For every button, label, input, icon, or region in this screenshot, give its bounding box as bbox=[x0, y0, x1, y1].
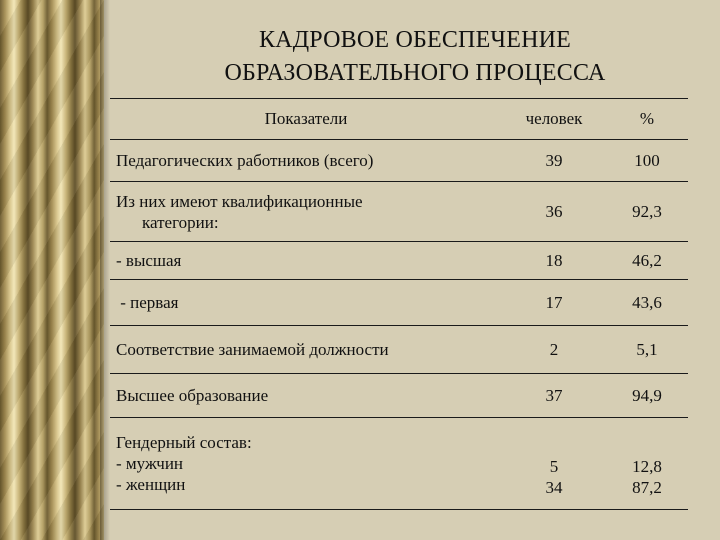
row-percent: 94,9 bbox=[606, 374, 688, 418]
header-indicator: Показатели bbox=[110, 99, 502, 140]
table-row bbox=[110, 418, 688, 510]
page-title bbox=[110, 24, 720, 90]
row-people: 36 bbox=[502, 182, 606, 242]
row-people: 39 bbox=[502, 140, 606, 182]
people-female: 34 bbox=[545, 477, 563, 497]
table-row bbox=[110, 374, 688, 418]
table-row bbox=[110, 182, 688, 242]
row-label: - высшая bbox=[110, 242, 502, 280]
table-row bbox=[110, 280, 688, 326]
row-people: 37 bbox=[502, 374, 606, 418]
title-line-2: ОБРАЗОВАТЕЛЬНОГО ПРОЦЕССА bbox=[224, 60, 606, 86]
row-people: 18 bbox=[502, 242, 606, 280]
row-percent: 43,6 bbox=[606, 280, 688, 326]
row-label: Соответствие занимаемой должности bbox=[110, 326, 502, 374]
header-percent: % bbox=[606, 99, 688, 140]
decorative-curtain bbox=[0, 0, 104, 540]
row-label-line-2: - мужчин bbox=[116, 454, 184, 473]
row-percent: 92,3 bbox=[606, 182, 688, 242]
curtain-shadow bbox=[100, 0, 110, 540]
header-people: человек bbox=[502, 99, 606, 140]
row-label bbox=[110, 418, 502, 510]
row-label bbox=[110, 182, 502, 242]
row-people: 2 bbox=[502, 326, 606, 374]
people-male: 5 bbox=[549, 456, 559, 476]
row-people bbox=[502, 418, 606, 510]
title-line-1: КАДРОВОЕ ОБЕСПЕЧЕНИЕ bbox=[258, 27, 572, 53]
table-row bbox=[110, 140, 688, 182]
row-label: - первая bbox=[110, 280, 502, 326]
row-label-line-1: Гендерный состав: bbox=[116, 433, 252, 452]
percent-female: 87,2 bbox=[632, 477, 662, 497]
row-label-line-1: Из них имеют квалификационные bbox=[116, 191, 363, 211]
staffing-table bbox=[110, 98, 688, 510]
row-percent: 46,2 bbox=[606, 242, 688, 280]
row-people: 17 bbox=[502, 280, 606, 326]
row-label-line-2: категории: bbox=[142, 212, 219, 232]
table-header-row bbox=[110, 99, 688, 140]
percent-male: 12,8 bbox=[632, 456, 662, 476]
row-percent: 100 bbox=[606, 140, 688, 182]
table-row bbox=[110, 326, 688, 374]
row-label: Высшее образование bbox=[110, 374, 502, 418]
row-percent bbox=[606, 418, 688, 510]
row-percent: 5,1 bbox=[606, 326, 688, 374]
row-label: Педагогических работников (всего) bbox=[110, 140, 502, 182]
row-label-line-3: - женщин bbox=[116, 475, 186, 494]
table-row bbox=[110, 242, 688, 280]
